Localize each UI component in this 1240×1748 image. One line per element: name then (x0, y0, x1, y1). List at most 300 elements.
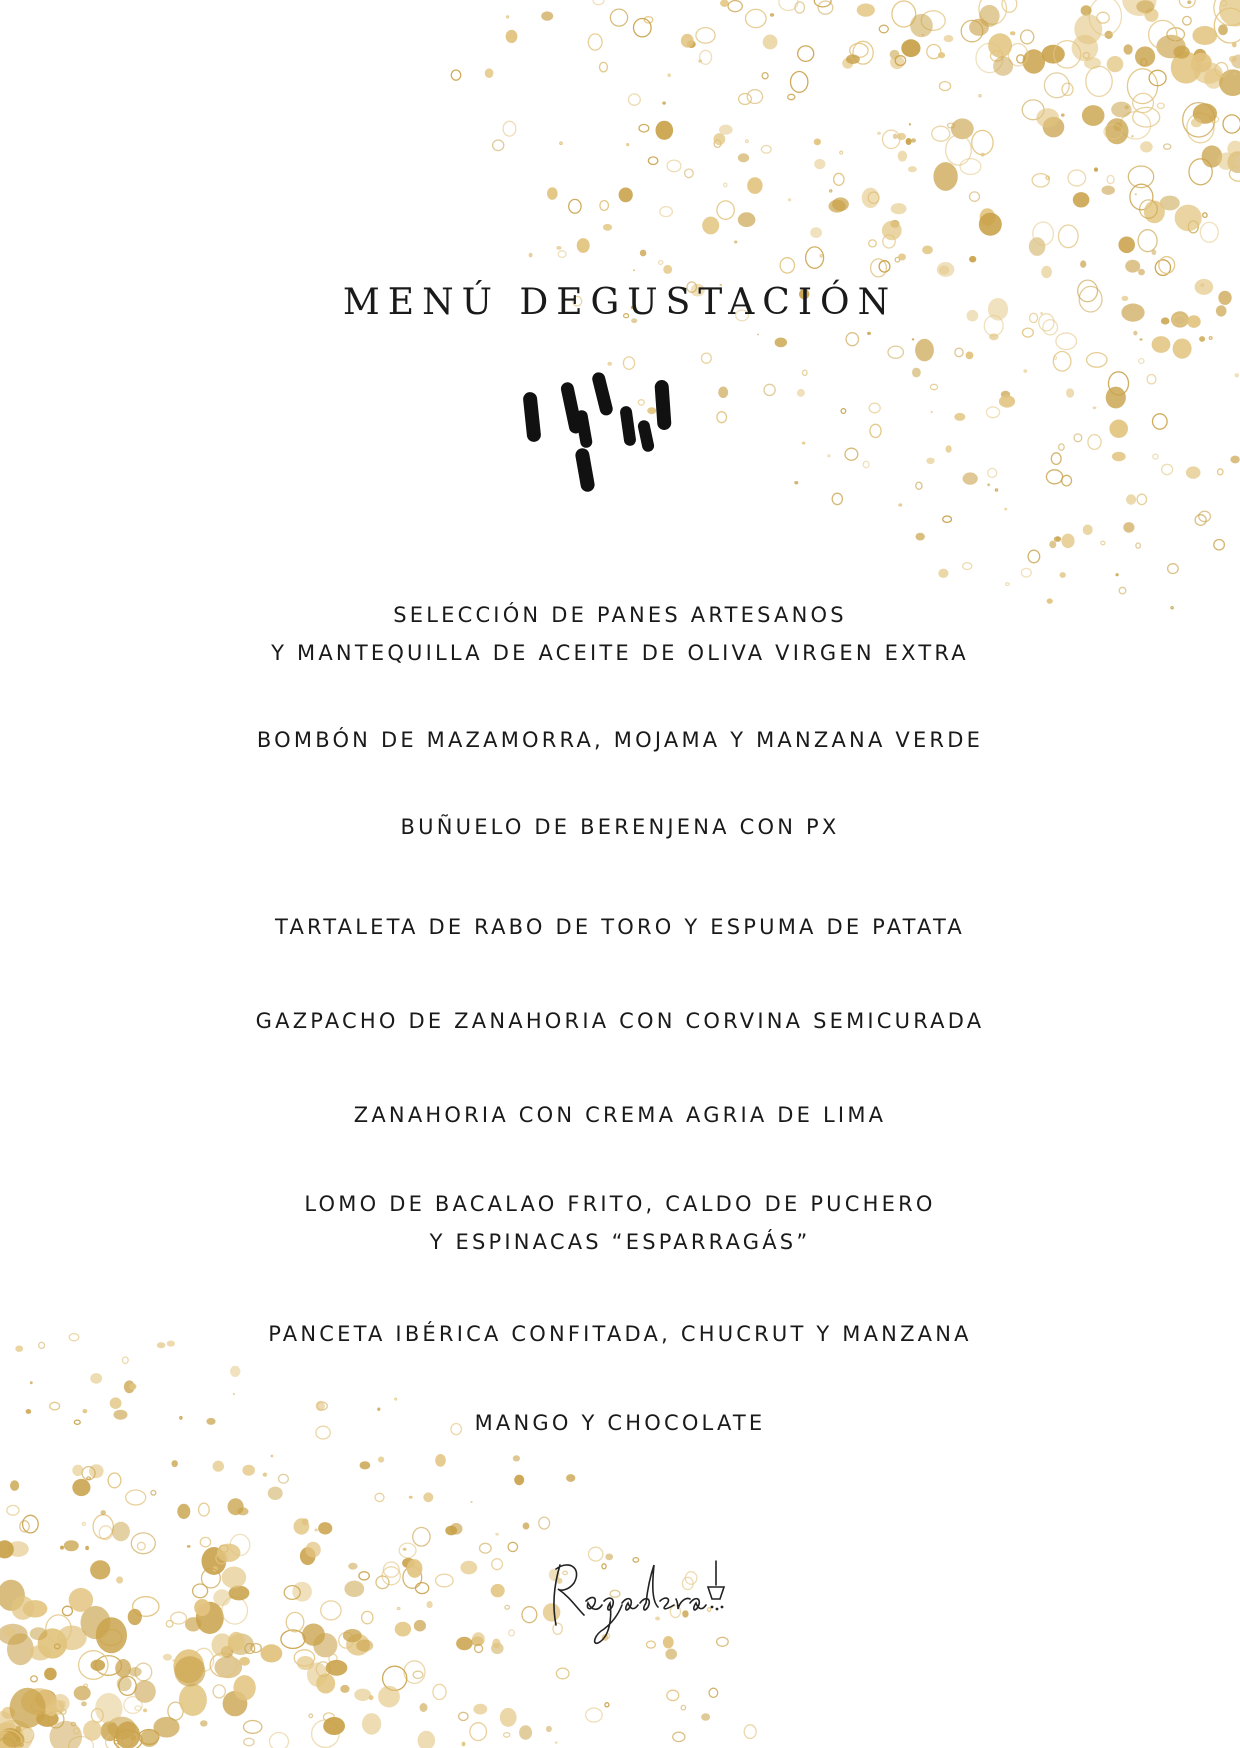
gold-splatter-dot (898, 503, 902, 506)
gold-splatter-dot (1087, 353, 1107, 368)
gold-splatter-dot (505, 1605, 510, 1609)
gold-splatter-dot (1109, 420, 1128, 438)
gold-splatter-dot (1157, 103, 1164, 108)
gold-splatter-dot (72, 1479, 90, 1496)
gold-splatter-dot (397, 1608, 400, 1610)
gold-splatter-dot (44, 1668, 57, 1681)
gold-splatter-dot (946, 135, 972, 165)
gold-splatter-dot (1127, 69, 1157, 104)
gold-splatter-dot (1073, 192, 1090, 207)
gold-splatter-dot (1004, 508, 1007, 511)
gold-splatter-dot (1233, 73, 1236, 76)
gold-splatter-dot (883, 130, 900, 148)
gold-splatter-dot (1111, 102, 1131, 118)
gold-splatter-dot (878, 132, 880, 134)
gold-splatter-dot (762, 73, 768, 79)
gold-splatter-dot (546, 1726, 552, 1732)
gold-splatter-dot (64, 1540, 79, 1551)
list-item: TARTALETA DE RABO DE TORO Y ESPUMA DE PATATA (275, 915, 965, 939)
gold-splatter-dot (420, 1703, 428, 1712)
gold-splatter-dot (803, 370, 808, 375)
gold-splatter-dot (403, 1548, 407, 1551)
gold-splatter-dot (1217, 153, 1235, 170)
gold-splatter-dot (960, 159, 981, 175)
gold-splatter-dot (989, 333, 999, 340)
gold-splatter-dot (271, 1455, 274, 1458)
gold-splatter-dot (869, 240, 877, 247)
gold-splatter-dot (560, 142, 562, 144)
gold-splatter-dot (362, 1713, 381, 1735)
gold-splatter-dot (85, 1546, 89, 1550)
gold-splatter-dot (451, 70, 460, 80)
gold-splatter-dot (718, 387, 728, 399)
gold-splatter-dot (395, 1398, 397, 1400)
gold-splatter-dot (1194, 62, 1223, 84)
gold-splatter-dot (509, 1630, 515, 1636)
gold-splatter-dot (1112, 452, 1126, 462)
gold-splatter-dot (59, 1700, 66, 1708)
gold-splatter-dot (416, 1583, 429, 1594)
gold-splatter-dot (719, 125, 733, 135)
gold-splatter-dot (523, 1522, 530, 1529)
gold-splatter-dot (629, 94, 641, 105)
gold-splatter-dot (360, 1461, 371, 1469)
gold-splatter-dot (906, 138, 912, 145)
gold-splatter-dot (418, 1731, 436, 1748)
gold-splatter-dot (492, 1639, 500, 1649)
gold-splatter-dot (1162, 464, 1173, 474)
gold-splatter-dot (81, 1701, 87, 1706)
gold-splatter-dot (600, 201, 609, 211)
gold-splatter-dot (993, 56, 1013, 76)
gold-splatter-dot (673, 1732, 685, 1741)
gold-splatter-dot (302, 1624, 325, 1646)
gold-splatter-dot (1218, 469, 1223, 475)
gold-splatter-dot (1021, 568, 1031, 577)
gold-splatter-dot (450, 1523, 463, 1535)
list-item: SELECCIÓN DE PANES ARTESANOS Y MANTEQUILLA DE ACEITE DE OLIVA VIRGEN EXTRA (271, 603, 969, 665)
gold-splatter-dot (1168, 564, 1179, 574)
gold-splatter-dot (213, 1461, 224, 1472)
gold-splatter-dot (230, 1366, 240, 1377)
gold-splatter-dot (788, 94, 795, 99)
gold-splatter-dot (1175, 205, 1202, 232)
gold-splatter-dot (1140, 141, 1153, 152)
gold-splatter-dot (840, 151, 843, 154)
gold-splatter-dot (814, 159, 825, 169)
gold-splatter-dot (359, 1572, 369, 1580)
gold-splatter-dot (714, 133, 726, 145)
gold-splatter-dot (1036, 108, 1059, 127)
gold-splatter-dot (31, 1676, 38, 1682)
gold-splatter-dot (500, 1708, 517, 1727)
gold-splatter-dot (99, 1526, 112, 1540)
gold-splatter-dot (1187, 0, 1191, 4)
gold-splatter-dot (222, 1597, 248, 1624)
gold-splatter-dot (857, 4, 875, 17)
gold-splatter-dot (1006, 583, 1010, 586)
gold-splatter-dot (263, 1473, 267, 1477)
gold-splatter-dot (797, 389, 805, 397)
gold-splatter-dot (1061, 534, 1074, 549)
gold-splatter-dot (863, 461, 869, 467)
gold-splatter-dot (667, 160, 681, 172)
gold-splatter-dot (566, 1474, 575, 1482)
gold-splatter-dot (1232, 42, 1237, 47)
gold-splatter-dot (279, 1474, 289, 1483)
gold-splatter-dot (1023, 328, 1034, 337)
gold-splatter-dot (798, 46, 814, 61)
gold-splatter-dot (607, 362, 612, 366)
gold-splatter-dot (663, 265, 672, 274)
gold-splatter-dot (987, 483, 990, 486)
gold-splatter-dot (171, 1612, 187, 1624)
gold-splatter-dot (623, 357, 634, 369)
gold-splatter-dot (395, 1622, 411, 1637)
gold-splatter-dot (846, 54, 860, 64)
gold-splatter-dot (1136, 0, 1154, 13)
gold-splatter-dot (734, 241, 737, 244)
gold-splatter-dot (10, 1480, 19, 1491)
gold-splatter-dot (427, 1601, 433, 1608)
gold-splatter-dot (541, 11, 553, 20)
gold-splatter-dot (1102, 186, 1115, 195)
gold-splatter-dot (1235, 373, 1240, 377)
gold-splatter-dot (640, 250, 647, 257)
gold-splatter-dot (830, 190, 832, 192)
gold-splatter-dot (96, 1617, 127, 1653)
gold-splatter-dot (1124, 44, 1133, 54)
gold-splatter-dot (1138, 269, 1145, 276)
gold-splatter-dot (1209, 337, 1212, 340)
gold-splatter-dot (409, 1496, 413, 1499)
gold-splatter-dot (610, 9, 627, 26)
gold-splatter-dot (134, 1680, 156, 1703)
gold-splatter-dot (775, 338, 787, 348)
gold-splatter-dot (470, 1723, 487, 1741)
gold-splatter-dot (668, 73, 671, 77)
gold-splatter-dot (348, 1563, 357, 1570)
gold-splatter-dot (200, 1720, 208, 1726)
gold-splatter-dot (1137, 494, 1146, 504)
gold-splatter-dot (305, 1542, 320, 1558)
gold-splatter-dot (1106, 387, 1126, 409)
gold-splatter-dot (603, 224, 612, 231)
gold-splatter-dot (23, 1515, 39, 1533)
gold-splatter-dot (30, 1627, 48, 1640)
regadera-logo (540, 1545, 740, 1655)
gold-splatter-dot (1192, 26, 1217, 45)
gold-splatter-dot (986, 407, 999, 418)
gold-splatter-dot (911, 138, 916, 142)
gold-splatter-dot (1118, 237, 1135, 254)
gold-splatter-dot (619, 188, 633, 203)
gold-splatter-dot (1062, 83, 1073, 95)
gold-splatter-dot (326, 1660, 348, 1676)
gold-splatter-dot (137, 1542, 145, 1550)
gold-splatter-dot (1164, 144, 1171, 149)
gold-splatter-dot (200, 1537, 210, 1546)
gold-splatter-dot (832, 493, 842, 504)
list-item: ZANAHORIA CON CREMA AGRIA DE LIMA (353, 1103, 887, 1127)
gold-splatter-dot (126, 1490, 146, 1505)
gold-splatter-dot (681, 1705, 685, 1710)
gold-splatter-dot (547, 187, 558, 200)
gold-splatter-dot (696, 28, 715, 44)
gold-splatter-dot (244, 1738, 254, 1745)
list-item: BUÑUELO DE BERENJENA CON PX (400, 815, 840, 839)
gold-splatter-dot (413, 1671, 423, 1678)
gold-splatter-dot (1183, 16, 1192, 25)
gold-splatter-dot (423, 1492, 433, 1502)
gold-splatter-dot (660, 207, 673, 217)
gold-splatter-dot (938, 569, 948, 578)
gold-splatter-dot (558, 251, 566, 258)
gold-splatter-dot (747, 177, 762, 194)
gold-splatter-dot (915, 339, 934, 362)
gold-splatter-dot (791, 72, 808, 93)
gold-splatter-dot (1041, 266, 1052, 278)
gold-splatter-dot (912, 368, 921, 378)
gold-splatter-dot (916, 533, 925, 541)
gold-splatter-dot (593, 0, 604, 5)
gold-splatter-dot (122, 1357, 128, 1364)
gold-splatter-dot (1082, 105, 1105, 126)
gold-splatter-dot (179, 1684, 207, 1716)
gold-splatter-dot (969, 19, 989, 36)
gold-splatter-dot (555, 1741, 557, 1743)
gold-splatter-dot (74, 1686, 91, 1701)
gold-splatter-dot (814, 139, 821, 146)
gold-splatter-dot (1218, 24, 1228, 35)
gold-splatter-dot (802, 442, 806, 445)
gold-splatter-dot (1083, 525, 1093, 536)
gold-splatter-dot (1094, 167, 1098, 171)
gold-splatter-dot (871, 259, 887, 277)
gold-splatter-dot (898, 151, 908, 162)
gold-splatter-dot (143, 1709, 147, 1713)
gold-splatter-dot (1053, 352, 1071, 372)
gold-splatter-dot (588, 34, 602, 50)
gold-splatter-dot (963, 563, 972, 570)
gold-splatter-dot (656, 121, 674, 140)
gold-splatter-dot (261, 1644, 283, 1662)
gold-splatter-dot (522, 1607, 537, 1623)
gold-splatter-dot (504, 1733, 510, 1738)
gold-splatter-dot (939, 82, 950, 91)
gold-splatter-dot (1068, 170, 1086, 186)
gold-splatter-dot (626, 143, 629, 146)
gold-splatter-dot (491, 1584, 505, 1597)
gold-splatter-dot (870, 424, 881, 437)
gold-splatter-dot (709, 1688, 718, 1697)
gold-splatter-dot (685, 169, 694, 178)
gold-splatter-dot (268, 1487, 283, 1500)
gold-splatter-dot (513, 1455, 520, 1461)
gold-splatter-dot (1230, 456, 1239, 464)
gold-splatter-dot (344, 1581, 364, 1597)
gold-splatter-dot (770, 13, 774, 17)
gold-splatter-dot (738, 212, 756, 227)
gold-splatter-dot (728, 1, 742, 12)
gold-splatter-dot (470, 1501, 472, 1503)
gold-splatter-dot (744, 1725, 756, 1739)
gold-splatter-dot (69, 1588, 93, 1612)
gold-splatter-dot (1074, 14, 1102, 44)
gold-splatter-dot (1066, 388, 1074, 397)
gold-splatter-dot (1125, 260, 1140, 273)
gold-splatter-dot (172, 1659, 175, 1662)
gold-splatter-dot (1032, 174, 1049, 187)
gold-splatter-dot (1133, 107, 1160, 127)
gold-splatter-dot (414, 1620, 426, 1632)
gold-splatter-dot (529, 253, 533, 258)
gold-splatter-dot (1179, 0, 1195, 8)
gold-splatter-dot (605, 1703, 609, 1707)
gold-splatter-dot (681, 34, 694, 48)
gold-splatter-dot (1044, 73, 1069, 98)
gold-splatter-dot (459, 1712, 468, 1720)
gold-splatter-dot (746, 9, 767, 27)
gold-splatter-dot (995, 489, 997, 491)
gold-splatter-dot (1101, 541, 1105, 544)
gold-splatter-dot (1144, 201, 1165, 224)
gold-splatter-dot (91, 1660, 106, 1671)
gold-splatter-dot (153, 1717, 179, 1738)
gold-splatter-dot (62, 1606, 72, 1615)
gold-splatter-dot (569, 199, 581, 213)
gold-splatter-dot (1086, 66, 1112, 96)
gold-splatter-dot (174, 1656, 205, 1686)
gold-splatter-dot (194, 1599, 210, 1616)
gold-splatter-dot (820, 255, 822, 257)
gold-splatter-dot (89, 1464, 104, 1478)
gold-splatter-dot (1105, 118, 1128, 144)
gold-splatter-dot (233, 1675, 255, 1700)
gold-splatter-dot (1119, 587, 1126, 594)
gold-splatter-dot (1126, 494, 1136, 504)
gold-splatter-dot (270, 1733, 289, 1748)
gold-splatter-dot (1189, 159, 1212, 185)
gold-splatter-dot (485, 68, 494, 78)
gold-splatter-dot (151, 1491, 156, 1496)
gold-splatter-dot (185, 1617, 201, 1631)
gold-splatter-dot (910, 14, 933, 37)
gold-splatter-dot (7, 1505, 19, 1515)
gold-splatter-dot (340, 1685, 349, 1693)
gold-splatter-dot (845, 448, 858, 460)
gold-splatter-dot (1088, 435, 1101, 450)
gold-splatter-dot (1186, 466, 1201, 478)
gold-splatter-dot (882, 221, 902, 240)
gold-splatter-dot (116, 1576, 123, 1583)
gold-splatter-dot (1174, 46, 1190, 59)
gold-splatter-dot (413, 1528, 430, 1547)
gold-splatter-dot (378, 1686, 400, 1708)
gold-splatter-dot (780, 258, 794, 273)
gold-splatter-dot (600, 62, 608, 71)
gold-splatter-dot (30, 1381, 33, 1384)
gold-splatter-dot (356, 1640, 373, 1652)
gold-splatter-dot (539, 1517, 550, 1529)
gold-splatter-dot (979, 95, 981, 97)
gold-splatter-dot (281, 1630, 305, 1648)
gold-splatter-dot (244, 1721, 262, 1734)
gold-splatter-dot (307, 1662, 327, 1686)
gold-splatter-dot (955, 348, 963, 357)
gold-splatter-dot (586, 1708, 603, 1722)
gold-splatter-dot (556, 1668, 569, 1679)
gold-splatter-dot (963, 472, 978, 484)
gold-splatter-dot (944, 35, 954, 42)
gold-splatter-dot (1093, 407, 1097, 410)
gold-splatter-dot (717, 412, 727, 423)
gold-splatter-dot (888, 346, 903, 358)
gold-splatter-dot (172, 1460, 178, 1467)
gold-splatter-dot (116, 1721, 141, 1748)
gold-splatter-dot (794, 481, 798, 484)
gold-splatter-dot (362, 1611, 373, 1623)
gold-splatter-dot (239, 1657, 250, 1666)
gold-splatter-dot (932, 126, 950, 141)
gold-splatter-dot (124, 1697, 142, 1714)
gold-splatter-dot (383, 1562, 399, 1577)
gold-splatter-dot (112, 1522, 130, 1541)
gold-splatter-dot (492, 1559, 503, 1570)
gold-splatter-dot (1002, 0, 1017, 12)
gold-splatter-dot (810, 227, 822, 238)
gold-splatter-dot (633, 269, 635, 271)
gold-splatter-dot (639, 124, 649, 132)
gold-splatter-dot (926, 458, 934, 464)
list-item: LOMO DE BACALAO FRITO, CALDO DE PUCHERO Y ESPINACAS “ESPARRAGÁS” (304, 1192, 936, 1254)
gold-splatter-dot (375, 1493, 384, 1501)
gold-splatter-dot (577, 238, 590, 253)
gold-splatter-dot (233, 1393, 235, 1395)
gold-splatter-dot (1107, 56, 1124, 72)
gold-splatter-dot (954, 413, 965, 421)
gold-splatter-dot (746, 140, 749, 143)
gold-splatter-dot (1029, 237, 1046, 256)
gold-splatter-dot (1021, 30, 1034, 44)
gold-splatter-dot (115, 1659, 131, 1678)
gold-splatter-dot (323, 1717, 345, 1735)
gold-splatter-dot (648, 157, 657, 165)
gold-splatter-dot (1229, 56, 1237, 63)
gold-splatter-dot (1131, 135, 1133, 137)
gold-splatter-dot (761, 146, 771, 154)
gold-splatter-dot (556, 246, 561, 250)
gold-splatter-dot (215, 1656, 243, 1678)
gold-splatter-dot (739, 94, 752, 105)
gold-splatter-dot (72, 1465, 83, 1476)
gold-splatter-dot (480, 1543, 492, 1553)
gold-splatter-dot (879, 25, 888, 33)
gold-splatter-dot (969, 256, 976, 263)
gold-splatter-dot (1152, 336, 1171, 353)
list-item: MANGO Y CHOCOLATE (474, 1411, 766, 1435)
gold-splatter-dot (898, 254, 906, 261)
gold-splatter-dot (938, 52, 945, 58)
gold-splatter-dot (242, 1465, 255, 1476)
gold-splatter-dot (1153, 414, 1168, 429)
gold-splatter-dot (662, 102, 666, 105)
gold-splatter-dot (90, 1373, 102, 1384)
gold-splatter-dot (436, 1574, 454, 1587)
gold-splatter-dot (108, 1473, 121, 1488)
gold-splatter-dot (1056, 333, 1077, 350)
gold-splatter-dot (757, 334, 759, 336)
